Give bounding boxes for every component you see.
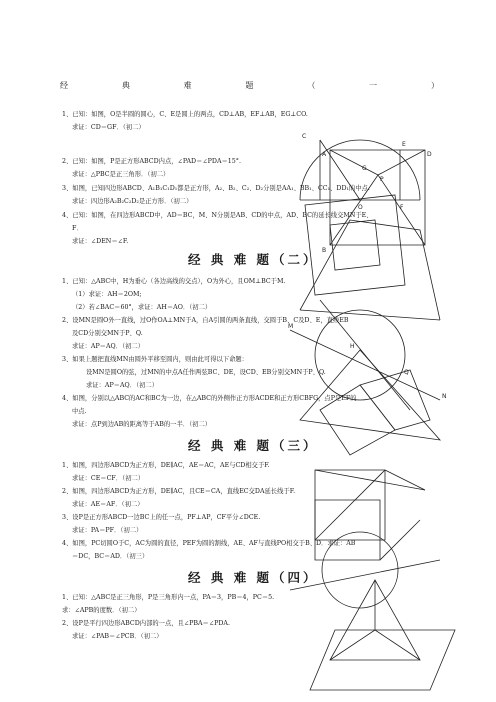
figure-label: M [288,323,294,330]
title-char: 难 [183,81,193,90]
problem-text: 2、设MN是圆O外一直线，过O作OA⊥MN于A，自A引圆的两条直线，交圆于B、C及D、E，直线EB [62,317,349,324]
problem-text: ＝DC，BC＝AD．（初三） [72,553,149,560]
problem-text: 4、如图，PC切圆O于C，AC为圆的直径，PEF为圆的割线，AE、AF与直线PO相交于B、D．求证：AB [62,540,356,547]
segment-ae [315,470,425,490]
segment-pb [330,175,378,245]
problem-text: 求证：PA＝PF．（初二） [72,527,143,534]
figure-label: Q [404,369,409,376]
section-heading: 经 典 难 题（三） [188,438,319,453]
figure-label: G [362,165,367,172]
figure-label: O [358,204,363,211]
section-heading: 经 典 难 题（四） [188,570,319,585]
figure-label: H [350,343,355,350]
problem-text: 求证：点P到边AB的距离等于AB的一半．（初二） [72,421,212,428]
title-char: 经 [60,81,69,90]
segment-de [385,470,425,490]
figure-label: P [380,176,384,183]
figure-label: F [400,204,404,211]
problem-text: 中点. [72,408,87,415]
problem-text: 求证：AE＝AF．（初二） [72,501,144,508]
problem-text: 4、如图，分别以△ABC的AC和BC为一边，在△ABC的外侧作正方形ACDE和正方形CBFG，点P是EF的 [62,395,357,402]
section-heading: 经 典 难 题（二） [188,252,319,267]
square-side [320,385,395,455]
segment-pb-4 [330,630,375,660]
triangle-abc [300,350,440,440]
title-char: （ [307,81,317,90]
title-char: 题 [245,81,255,90]
segment-pd [378,150,425,175]
problem-text: F． [72,225,83,232]
circle-o-4 [322,532,398,608]
problem-text: 3、设P是正方形ABCD一边BC上的任一点，PF⊥AP，CF平分∠DCE. [62,514,261,521]
problem-text: 求证：CD＝GF．（初二） [72,124,145,131]
problem-text: 求证：AP＝AQ．（初二） [72,343,145,350]
problem-text: （1）求证：AH＝2OM; [72,291,142,298]
title-char: 一 [369,81,379,90]
problem-text: 1、如图，四边形ABCD为正方形，DE∥AC，AE＝AC，AE与CD相交于F. [62,462,270,469]
problem-text: 求证：△PBC是正三角形．（初二） [72,171,170,178]
problem-text: 4、已知：如图，在四边形ABCD中，AD＝BC，M、N分别是AB、CD的中点，AD、BC的延长线交MN于E、 [62,212,373,219]
problem-text: 求证：∠DEN＝∠F. [72,238,129,245]
segment-pc-4 [375,630,420,660]
segment-cf [380,520,420,560]
secant-pef [290,560,440,590]
figure-label: C [302,133,307,140]
problem-text: 3、如果上题把直线MN由圆外平移至圆内，则由此可得以下命题： [62,356,248,363]
figure-label: E [402,141,406,148]
quadrilateral [300,220,440,320]
segment-co [320,140,360,200]
semicircle-arc [300,140,420,200]
problem-text: 1、已知：△ABC中，H为垂心（各边高线的交点），O为外心，且OM⊥BC于M. [62,278,286,285]
problem-text: 及CD分别交MN于P、Q. [72,330,143,337]
title-char: ） [430,81,440,90]
title-char: 典 [121,81,131,90]
problem-text: 求证：CE＝CF．（初二） [72,475,145,482]
problem-text: 2、如图，四边形ABCD为正方形，DE∥AC，且CE＝CA，直线EC交DA延长线于F. [62,488,296,495]
figure-label: A [322,151,327,158]
problem-text: 2、设P是平行四边形ABCD内部的一点，且∠PBA＝∠PDA. [62,620,230,627]
problem-text: 2、已知：如图，P是正方形ABCD内点，∠PAD＝∠PDA＝15°. [62,158,241,165]
problem-text: 求证：四边形A₂B₂C₂D₂是正方形．（初二） [72,198,193,205]
problem-text: 求：∠APB的度数．（初二） [62,607,141,614]
figure-label: N [442,393,447,400]
segment-pa [330,150,378,175]
problem-text: 求证：∠PAB＝∠PCB．（初二） [72,633,163,640]
problem-text: 设MN是圆O的弦，过MN的中点A任作两弦BC、DE，设CD、EB分别交MN于P、Q. [86,369,326,376]
problem-text: 求证：AP＝AQ．（初二） [86,382,159,389]
problem-text: 1、已知：如图，O是半圆的圆心，C、E是圆上的两点，CD⊥AB，EF⊥AB，EG⊥CO. [62,111,308,118]
problem-text: 1、已知：△ABC是正三角形，P是三角形内一点，PA＝3，PB＝4，PC＝5. [62,594,275,601]
problem-text: （2）若∠BAC＝60°，求证：AH＝AO．（初二） [72,304,212,311]
figure-label: B [322,247,327,254]
problem-text: 3、如图，已知四边形ABCD、A₁B₁C₁D₁都是正方形，A₂、B₂、C₂、D₂分别是AA₁、BB₁、CC₁、DD₁的中点. [62,185,370,192]
figure-label: D [427,151,432,158]
